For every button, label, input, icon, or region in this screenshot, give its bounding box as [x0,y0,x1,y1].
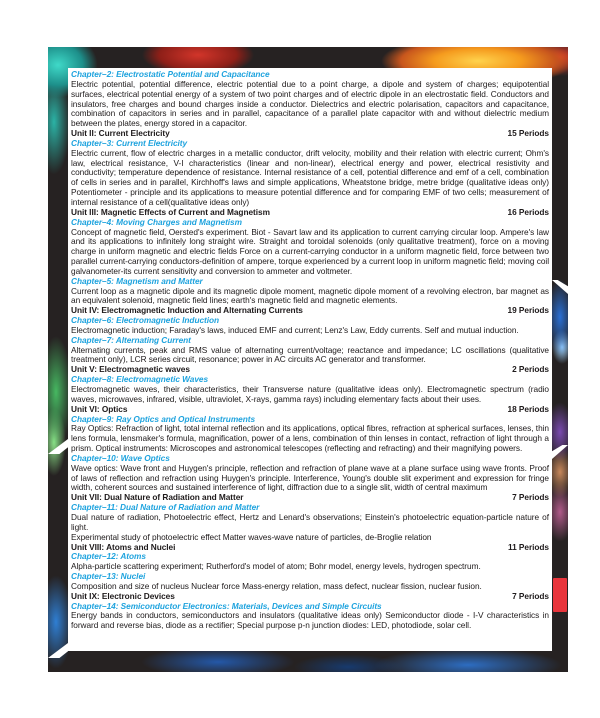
syllabus-paragraph: Electromagnetic induction; Faraday's laws, induced EMF and current; Lenz's Law, Eddy currents. Self and mutual induction. [71,324,519,335]
unit-title: Unit II: Current Electricity [71,128,170,139]
chapter-heading: Chapter–12: Atoms [71,551,146,562]
syllabus-paragraph: Current loop as a magnetic dipole and its magnetic dipole moment, magnetic dipole moment of a revolving electron, bar magnet as an equivalent solenoid, magnetic field lines; earth's magnetic field and magnetic elements. [71,285,549,306]
unit-periods: 15 Periods [507,128,549,139]
chapter-heading: Chapter–3: Current Electricity [71,137,188,148]
unit-periods: 7 Periods [512,590,549,601]
chapter-heading: Chapter–5: Magnetism and Matter [71,275,203,286]
chapter-heading: Chapter–13: Nuclei [71,571,146,582]
unit-title: Unit III: Magnetic Effects of Current and Magnetism [71,206,270,217]
syllabus-content [68,68,552,631]
syllabus-paragraph: Dual nature of radiation, Photoelectric effect, Hertz and Lenard's observations; Einstein's photoelectric equation-particle nature of light. [71,511,549,532]
syllabus-paragraph: Alternating currents, peak and RMS value of alternating current/voltage; reactance and impedance; LC oscillations (qualitative treatment only), LCR series circuit, resonance; power in AC circuits AC generator and transformer. [71,344,549,365]
syllabus-page [68,68,552,651]
border-notch [48,439,68,454]
syllabus-paragraph: Electric current, flow of electric charges in a metallic conductor, drift velocity, mobility and their relation with electric current; Ohm's law, electrical resistance, V-I characteristics (linear and non-linear), electrical energy and power, electrical resistivity and conductivity; temperature dependence of resistance. Internal resistance of a cell, potential difference and emf of a cell, combination of cells in series and in parallel, Kirchhoff's laws and simple applications, Wheatstone bridge, metre bridge (qualitative ideas only) Potentiometer - principle and its applications to measure potential difference and for comparing EMF of two cells; measurement of internal resistance of a cell(qualitative ideas only) [71,147,549,207]
chapter-heading: Chapter–8: Electromagnetic Waves [71,374,209,385]
unit-title: Unit IV: Electromagnetic Induction and Alternating Currents [71,305,303,316]
syllabus-paragraph: Electric potential, potential difference, electric potential due to a point charge, a dipole and system of charges; equipotential surfaces, electrical potential energy of a system of two point charges and of electric dipole in an electrostatic field. Conductors and insulators, free charges and bound charges inside a conductor. Dielectrics and electric polarisation, capacitors and capacitance, combination of capacitors in series and in parallel, capacitance of a parallel plate capacitor with and without dielectric medium between the plates, energy stored in a capacitor. [71,78,549,129]
unit-title: Unit VI: Optics [71,403,128,414]
syllabus-paragraph: Electromagnetic waves, their characteristics, their Transverse nature (qualitative ideas only). Electromagnetic spectrum (radio waves, microwaves, infrared, visible, ultraviolet, X-rays, gamma rays) including elementary facts about their uses. [71,384,549,404]
border-notch [48,643,68,658]
syllabus-paragraph: Composition and size of nucleus Nuclear force Mass-energy relation, mass defect, nuclear fission, nuclear fusion. [71,580,482,591]
syllabus-paragraph: Energy bands in conductors, semiconductors and insulators (qualitative ideas only) Semiconductor diode - I-V characteristics in forward and reverse bias, diode as a rectifier; Special purpose p-n junction diodes: LED, photodiode, solar cell. [71,610,549,631]
chapter-heading: Chapter–11: Dual Nature of Radiation and Matter [71,502,260,513]
unit-title: Unit VII: Dual Nature of Radiation and Matter [71,492,244,503]
syllabus-paragraph: Concept of magnetic field, Oersted's experiment. Biot - Savart law and its application to current carrying circular loop. Ampere's law and its applications to infinitely long straight wire. Straight and toroidal solenoids (only qualitative treatment), force on a moving charge in uniform magnetic and electric fields Force on a current-carrying conductor in a uniform magnetic field, force between two parallel current-carrying conductors-definition of ampere, torque experienced by a current loop in uniform magnetic field; moving coil galvanometer-its current sensitivity and conversion to ammeter and voltmeter. [71,226,549,276]
unit-periods: 2 Periods [512,364,549,375]
syllabus-paragraph: Experimental study of photoelectric effect Matter waves-wave nature of particles, de-Broglie relation [71,531,432,542]
chapter-heading: Chapter–10: Wave Optics [71,452,170,463]
border-notch [552,280,568,294]
unit-periods: 19 Periods [507,305,549,316]
chapter-heading: Chapter–7: Alternating Current [71,334,191,345]
chapter-heading: Chapter–6: Electromagnetic Induction [71,315,220,326]
syllabus-paragraph: Alpha-particle scattering experiment; Rutherford's model of atom; Bohr model, energy levels, hydrogen spectrum. [71,561,481,572]
unit-title: Unit V: Electromagnetic waves [71,364,190,375]
syllabus-paragraph: Ray Optics: Refraction of light, total internal reflection and its applications, optical fibres, refraction at spherical surfaces, lenses, thin lens formula, lensmaker's formula, magnification, power of a lens, combination of thin lenses in contact, refraction of light through a prism. Optical instruments: Microscopes and astronomical telescopes (reflecting and refracting) and their magnifying powers. [71,423,549,454]
chapter-heading: Chapter–2: Electrostatic Potential and Capacitance [71,69,270,79]
unit-periods: 16 Periods [507,206,549,217]
border-red-marker [553,578,567,612]
unit-periods: 18 Periods [507,403,549,414]
chapter-heading: Chapter–9: Ray Optics and Optical Instruments [71,413,256,424]
border-notch [552,445,568,459]
unit-title: Unit IX: Electronic Devices [71,590,175,601]
syllabus-paragraph: Wave optics: Wave front and Huygen's principle, reflection and refraction of plane wave at a plane surface using wave fronts. Proof of laws of reflection and refraction using Huygen's principle. Interference, Young's double slit experiment and expression for fringe width, coherent sources and sustained interference of light, diffraction due to a single slit, width of central maximum [71,462,549,493]
decorative-space-border [48,47,568,672]
chapter-heading: Chapter–14: Semiconductor Electronics: Materials, Devices and Simple Circuits [71,600,382,611]
unit-title: Unit VIII: Atoms and Nuclei [71,541,176,552]
chapter-heading: Chapter–4: Moving Charges and Magnetism [71,216,242,227]
unit-periods: 11 Periods [507,541,549,552]
unit-periods: 7 Periods [512,492,549,503]
